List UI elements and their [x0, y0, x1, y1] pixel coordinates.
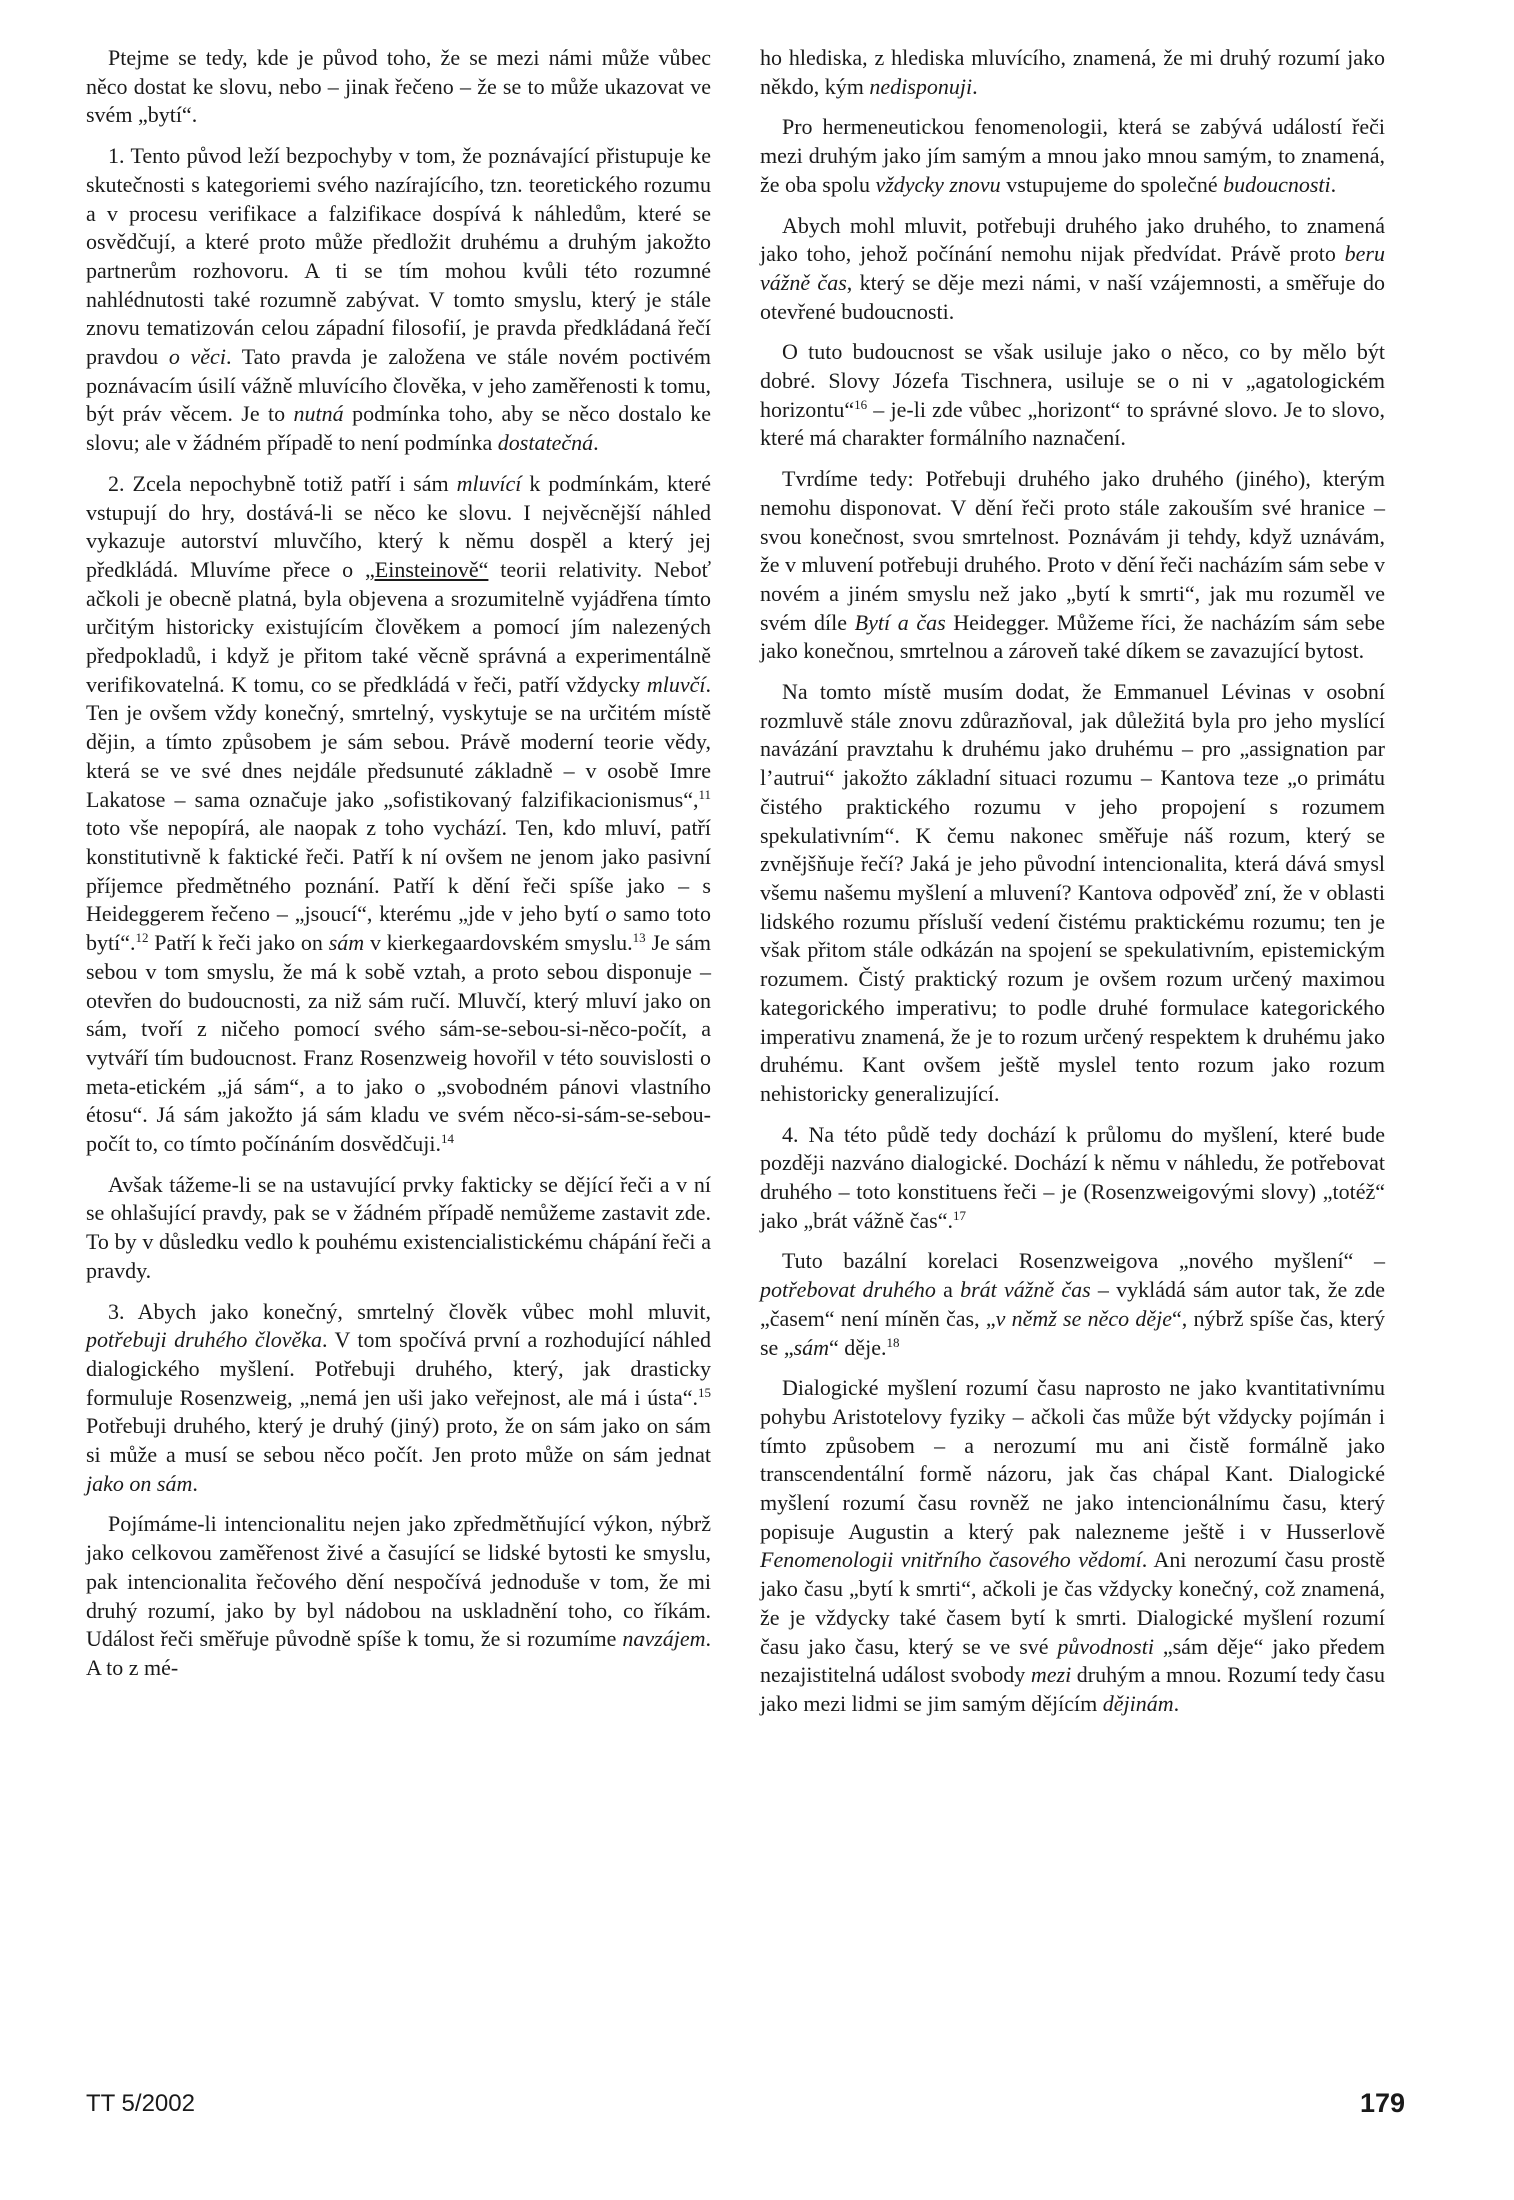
- text-run: podmínka toho, aby se něco dostalo ke slovu; ale v žádném případě to není podmínka: [86, 401, 711, 456]
- italic-text: o věci: [168, 344, 226, 370]
- paragraph: [760, 678, 1385, 1109]
- paragraph: [86, 470, 711, 1159]
- right-text-column: [760, 44, 1385, 1731]
- italic-text: mluvčí: [646, 671, 706, 697]
- text-run: . A to z mé-: [86, 1626, 711, 1680]
- text-run: teorii relativity. Neboť ačkoli je obecně platná, byla objevena a srozumitelně vyjádřena tímto určitým historicky existujícím člověkem a pomocí jím nalezených předpokladů, i když je přitom také věcně správná a experimentálně verifikovatelná. K tomu, co se předkládá v řeči, patří vždycky: [86, 556, 712, 697]
- text-run: „sám děje“ jako předem nezajistitelná událost svobody: [760, 1633, 1385, 1688]
- italic-text: sám: [328, 930, 365, 956]
- italic-text: vždycky znovu: [875, 171, 1001, 197]
- text-run: Ptejme se tedy, kde je původ toho, že se mezi námi může vůbec něco dostat ke slovu, nebo – jinak řečeno – že se to může ukazovat ve svém „bytí“.: [86, 45, 711, 128]
- italic-text: dějinám: [1102, 1690, 1174, 1716]
- paragraph: [86, 1510, 711, 1682]
- paragraph: [760, 1247, 1385, 1362]
- text-run: Potřebuji druhého, který je druhý (jiný) proto, že on sám jako on sám si může a musí se sebou něco počít. Jen proto může on sám jednat: [86, 1413, 711, 1468]
- italic-text: jako on sám: [86, 1470, 193, 1496]
- italic-text: sám: [793, 1334, 830, 1360]
- text-run: Na tomto místě musím dodat, že Emmanuel Lévinas v osobní rozmluvě stále znovu zdůrazňoval, jak důležitá byla pro jeho myslící navázání pravztahu k druhému jako druhému – pro „assignation par l’autrui“ jakožto základní situaci rozumu – Kantova teze „o primátu čistého praktického rozumu v jeho propojení s rozumem spekulativním“. K čemu nakonec směřuje náš rozum, který se zvnějšňuje řečí? Jaká je jeho původní intencionalita, která dává smysl všemu našemu myšlení a mluvení? Kantova odpověď zní, že v oblasti lidského rozumu přísluší vedení čistému praktickému rozumu; ten je však přitom stále odkázán na spojení se spekulativním, epistemickým rozumem. Čistý praktický rozum je ovšem rozum určený maximou kategorického imperativu; to podle druhé formulace kategorického imperativu znamená, že je to rozum určený respektem k druhému jako druhému. Kant ovšem ještě myslel tento rozum jako rozum nehistoricky generalizující.: [760, 679, 1385, 1106]
- italic-text: původnosti: [1057, 1633, 1154, 1659]
- italic-text: navzájem: [622, 1626, 706, 1652]
- footnote-reference: 11: [698, 786, 711, 802]
- footnote-reference: 13: [632, 930, 646, 946]
- footnote-reference: 12: [135, 930, 149, 946]
- italic-text: beru vážně čas: [760, 241, 1385, 295]
- text-run: Heidegger. Můžeme říci, že nacházím sám sebe jako konečnou, smrtelnou a zároveň také díkem se zavazující bytost.: [760, 609, 1385, 664]
- text-run: .: [1173, 1690, 1180, 1716]
- text-run: 1. Tento původ leží bezpochyby v tom, že poznávající přistupuje ke skutečnosti s kategoriemi svého nazírajícího, tzn. teoretického rozumu a v procesu verifikace a falzifikace dospívá k náhledům, které se osvědčují, a které proto může předložit druhému a druhým jakožto partnerům rozhovoru. A ti se tím mohou kvůli této rozumné nahlédnutosti také rozumně zabývat. V tomto smyslu, který je stále znovu tematizován celou západní filosofií, je pravda předkládaná řečí pravdou: [86, 143, 711, 370]
- text-run: . Ani nerozumí času prostě jako času „bytí k smrti“, ačkoli je čas vždycky konečný, což znamená, že je vždycky také časem bytí k smrti. Dialogické myšlení rozumí času jako času, který se ve své: [760, 1547, 1385, 1659]
- text-run: Tvrdíme tedy: Potřebuji druhého jako druhého (jiného), kterým nemohu disponovat. V dění řeči proto stále zakouším své hranice – svou konečnost, svou smrtelnost. Poznávám ji tehdy, když uznávám, že v mluvení potřebuji druhého. Proto v dění řeči nacházím sám sebe v novém a jiném smyslu než jako „bytí k smrti“, jak mu rozuměl ve svém díle: [760, 466, 1385, 635]
- italic-text: potřebovat druhého: [760, 1277, 936, 1303]
- italic-text: v němž se něco děje: [995, 1305, 1172, 1331]
- text-run: 2. Zcela nepochybně totiž patří i sám: [108, 470, 457, 496]
- text-run: . Ten je ovšem vždy konečný, smrtelný, vyskytuje se na určitém místě dějin, a tímto způsobem je sám sebou. Právě moderní teorie vědy, která se ve své dnes nejdále předsunuté základně – v osobě Imre Lakatose – sama označuje jako „sofistikovaný falzifikacionismus“,: [86, 671, 711, 812]
- paragraph: [760, 1374, 1385, 1718]
- text-run: druhým a mnou. Rozumí tedy času jako mezi lidmi se jim samým dějícím: [760, 1662, 1385, 1716]
- left-text-column: [86, 44, 711, 1695]
- footnote-reference: 14: [441, 1131, 454, 1147]
- text-run: k podmínkám, které vstupují do hry, dostává-li se něco ke slovu. I nejvěcnější náhled vykazuje autorství mluvčího, který k němu dospěl a který jej předkládá. Mluvíme přece o: [86, 470, 711, 582]
- italic-text: dostatečná: [497, 430, 594, 456]
- text-run: Patří k řeči jako on: [148, 930, 329, 956]
- text-run: “ děje.: [829, 1334, 887, 1360]
- italic-text: nutná: [293, 401, 344, 427]
- text-run: Pojímáme-li intencionalitu nejen jako zpředmětňující výkon, nýbrž jako celkovou zaměřenost živé a časující se lidské bytosti ke smyslu, pak intencionalita řečového dění nespočívá jednoduše v tom, že mi druhý rozumí, jako by byl nádobou na uskladnění toho, co říkám. Událost řeči směřuje původně spíše k tomu, že si rozumíme: [86, 1511, 711, 1652]
- paragraph: [86, 1171, 711, 1286]
- text-run: Dialogické myšlení rozumí času naprosto ne jako kvantitativnímu pohybu Aristotelovy fyziky – ačkoli čas může být vždycky pojímán i tímto způsobem – a nerozumí mu ani čistě formálně jako transcendentální formě názoru, jak čas chápal Kant. Dialogické myšlení rozumí času rovněž ne jako intencionálnímu času, který popisuje Augustin a který pak nalezneme ještě i v Husserlově: [760, 1375, 1385, 1544]
- text-run: toto vše nepopírá, ale naopak z toho vychází. Ten, kdo mluví, patří konstitutivně k faktické řeči. Patří k ní ovšem ne jenom jako pasivní příjemce předmětného poznání. Patří k dění řeči spíše jako – s Heideggerem řečeno – „jsoucí“, kterému „jde v jeho bytí: [86, 815, 711, 927]
- text-run: ho hlediska, z hlediska mluvícího, znamená, že mi druhý rozumí jako někdo, kým: [760, 45, 1385, 99]
- italic-text: Fenomenologii vnitřního časového vědomí: [760, 1547, 1142, 1573]
- text-run: v kierkegaardovském smyslu.: [364, 930, 633, 956]
- text-run: . Tato pravda je založena ve stále novém poctivém poznávacím úsilí vážně mluvícího člověka, v jeho zaměřenosti k tomu, být práv věcem. Je to: [86, 344, 712, 427]
- text-run: Tuto bazální korelaci Rosenzweigova „nového myšlení“ –: [782, 1248, 1385, 1274]
- text-run: Avšak tážeme-li se na ustavující prvky fakticky se dějící řeči a v ní se ohlašující pravdy, pak se v žádném případě nemůžeme zastavit zde. To by v důsledku vedlo k pouhému existencialistickému chápání řeči a pravdy.: [86, 1171, 711, 1283]
- text-run: .: [972, 73, 978, 99]
- text-run: Je sám sebou v tom smyslu, že má k sobě vztah, a proto sebou disponuje – otevřen do budoucnosti, za niž sám ručí. Mluvčí, který mluví jako on sám, tvoří z ničeho pomocí svého sám-se-sebou-si-něco-počít, a vytváří tím budoucnost. Franz Rosenzweig hovořil v této souvislosti o meta-etickém „já sám“, a to jako o „svobodném pánovi vlastního étosu“. Já sám jakožto já sám kladu ve svém něco-si-sám-se-sebou-počít to, co tímto počínáním dosvědčuji.: [86, 930, 711, 1157]
- text-run: Pro hermeneutickou fenomenologii, která se zabývá událostí řeči mezi druhým jako jím samým a mnou jako mnou samým, to znamená, že oba spolu: [760, 114, 1385, 197]
- paragraph: [86, 142, 711, 458]
- footnote-reference: 18: [886, 1334, 900, 1350]
- footnote-reference: 15: [698, 1384, 711, 1400]
- text-run: samo toto bytí“.: [86, 901, 711, 956]
- paragraph: [760, 465, 1385, 666]
- text-run: 4. Na této půdě tedy dochází k průlomu do myšlení, které bude později nazváno dialogické. Dochází k němu v náhledu, že potřebovat druhého – toto konstituens řeči – je (Rosenzweigovými slovy) „totéž“ jako „brát vážně čas“.: [760, 1121, 1385, 1233]
- paragraph: [86, 1298, 711, 1499]
- journal-issue-label: TT 5/2002: [86, 2090, 195, 2117]
- text-run: Abych mohl mluvit, potřebuji druhého jako druhého, to znamená jako toho, jehož počínání nemohu nijak předvídat. Právě proto: [760, 212, 1385, 267]
- paragraph: [760, 113, 1385, 199]
- footnote-reference: 17: [953, 1207, 966, 1223]
- paragraph: [760, 1121, 1385, 1236]
- italic-text: mezi: [1030, 1662, 1072, 1688]
- text-run: O tuto budoucnost se však usiluje jako o něco, co by mělo být dobré. Slovy Józefa Tischnera, usiluje se o ni v „agatologickém horizontu“: [760, 339, 1385, 422]
- paragraph: [760, 338, 1385, 453]
- text-run: , který se děje mezi námi, v naší vzájemnosti, a směřuje do otevřené budoucnosti.: [760, 269, 1385, 324]
- text-run: vstupujeme do společné: [1000, 171, 1224, 197]
- italic-text: brát vážně čas: [960, 1277, 1091, 1303]
- text-run: a: [935, 1277, 961, 1303]
- text-run: “, nýbrž spíše čas, který se „: [760, 1305, 1385, 1360]
- italic-text: mluvící: [456, 470, 522, 496]
- text-run: .: [593, 430, 599, 456]
- footnote-reference: 16: [854, 396, 868, 412]
- paragraph: [86, 44, 711, 130]
- italic-text: nedisponuji: [869, 73, 973, 99]
- italic-text: o: [605, 901, 617, 927]
- text-run: – je-li zde vůbec „horizont“ to správné slovo. Je to slovo, které má charakter formálního naznačení.: [760, 396, 1385, 451]
- underlined-text: „Einsteinově“: [365, 556, 489, 582]
- paragraph: [760, 44, 1385, 101]
- text-run: – vykládá sám autor tak, že zde „časem“ není míněn čas, „: [760, 1277, 1386, 1331]
- italic-text: Bytí a čas: [854, 609, 946, 635]
- page-number: 179: [1360, 2088, 1406, 2118]
- text-run: . V tom spočívá první a rozhodující náhled dialogického myšlení. Potřebuji druhého, který, jak drasticky formuluje Rosenzweig, „nemá jen uši jako veřejnost, ale má i ústa“.: [86, 1327, 711, 1410]
- text-run: .: [192, 1470, 198, 1496]
- italic-text: potřebuji druhého člověka: [86, 1327, 322, 1353]
- paragraph: [760, 212, 1385, 327]
- italic-text: budoucnosti: [1223, 171, 1331, 197]
- text-run: 3. Abych jako konečný, smrtelný člověk vůbec mohl mluvit,: [108, 1298, 711, 1324]
- text-run: .: [1330, 171, 1337, 197]
